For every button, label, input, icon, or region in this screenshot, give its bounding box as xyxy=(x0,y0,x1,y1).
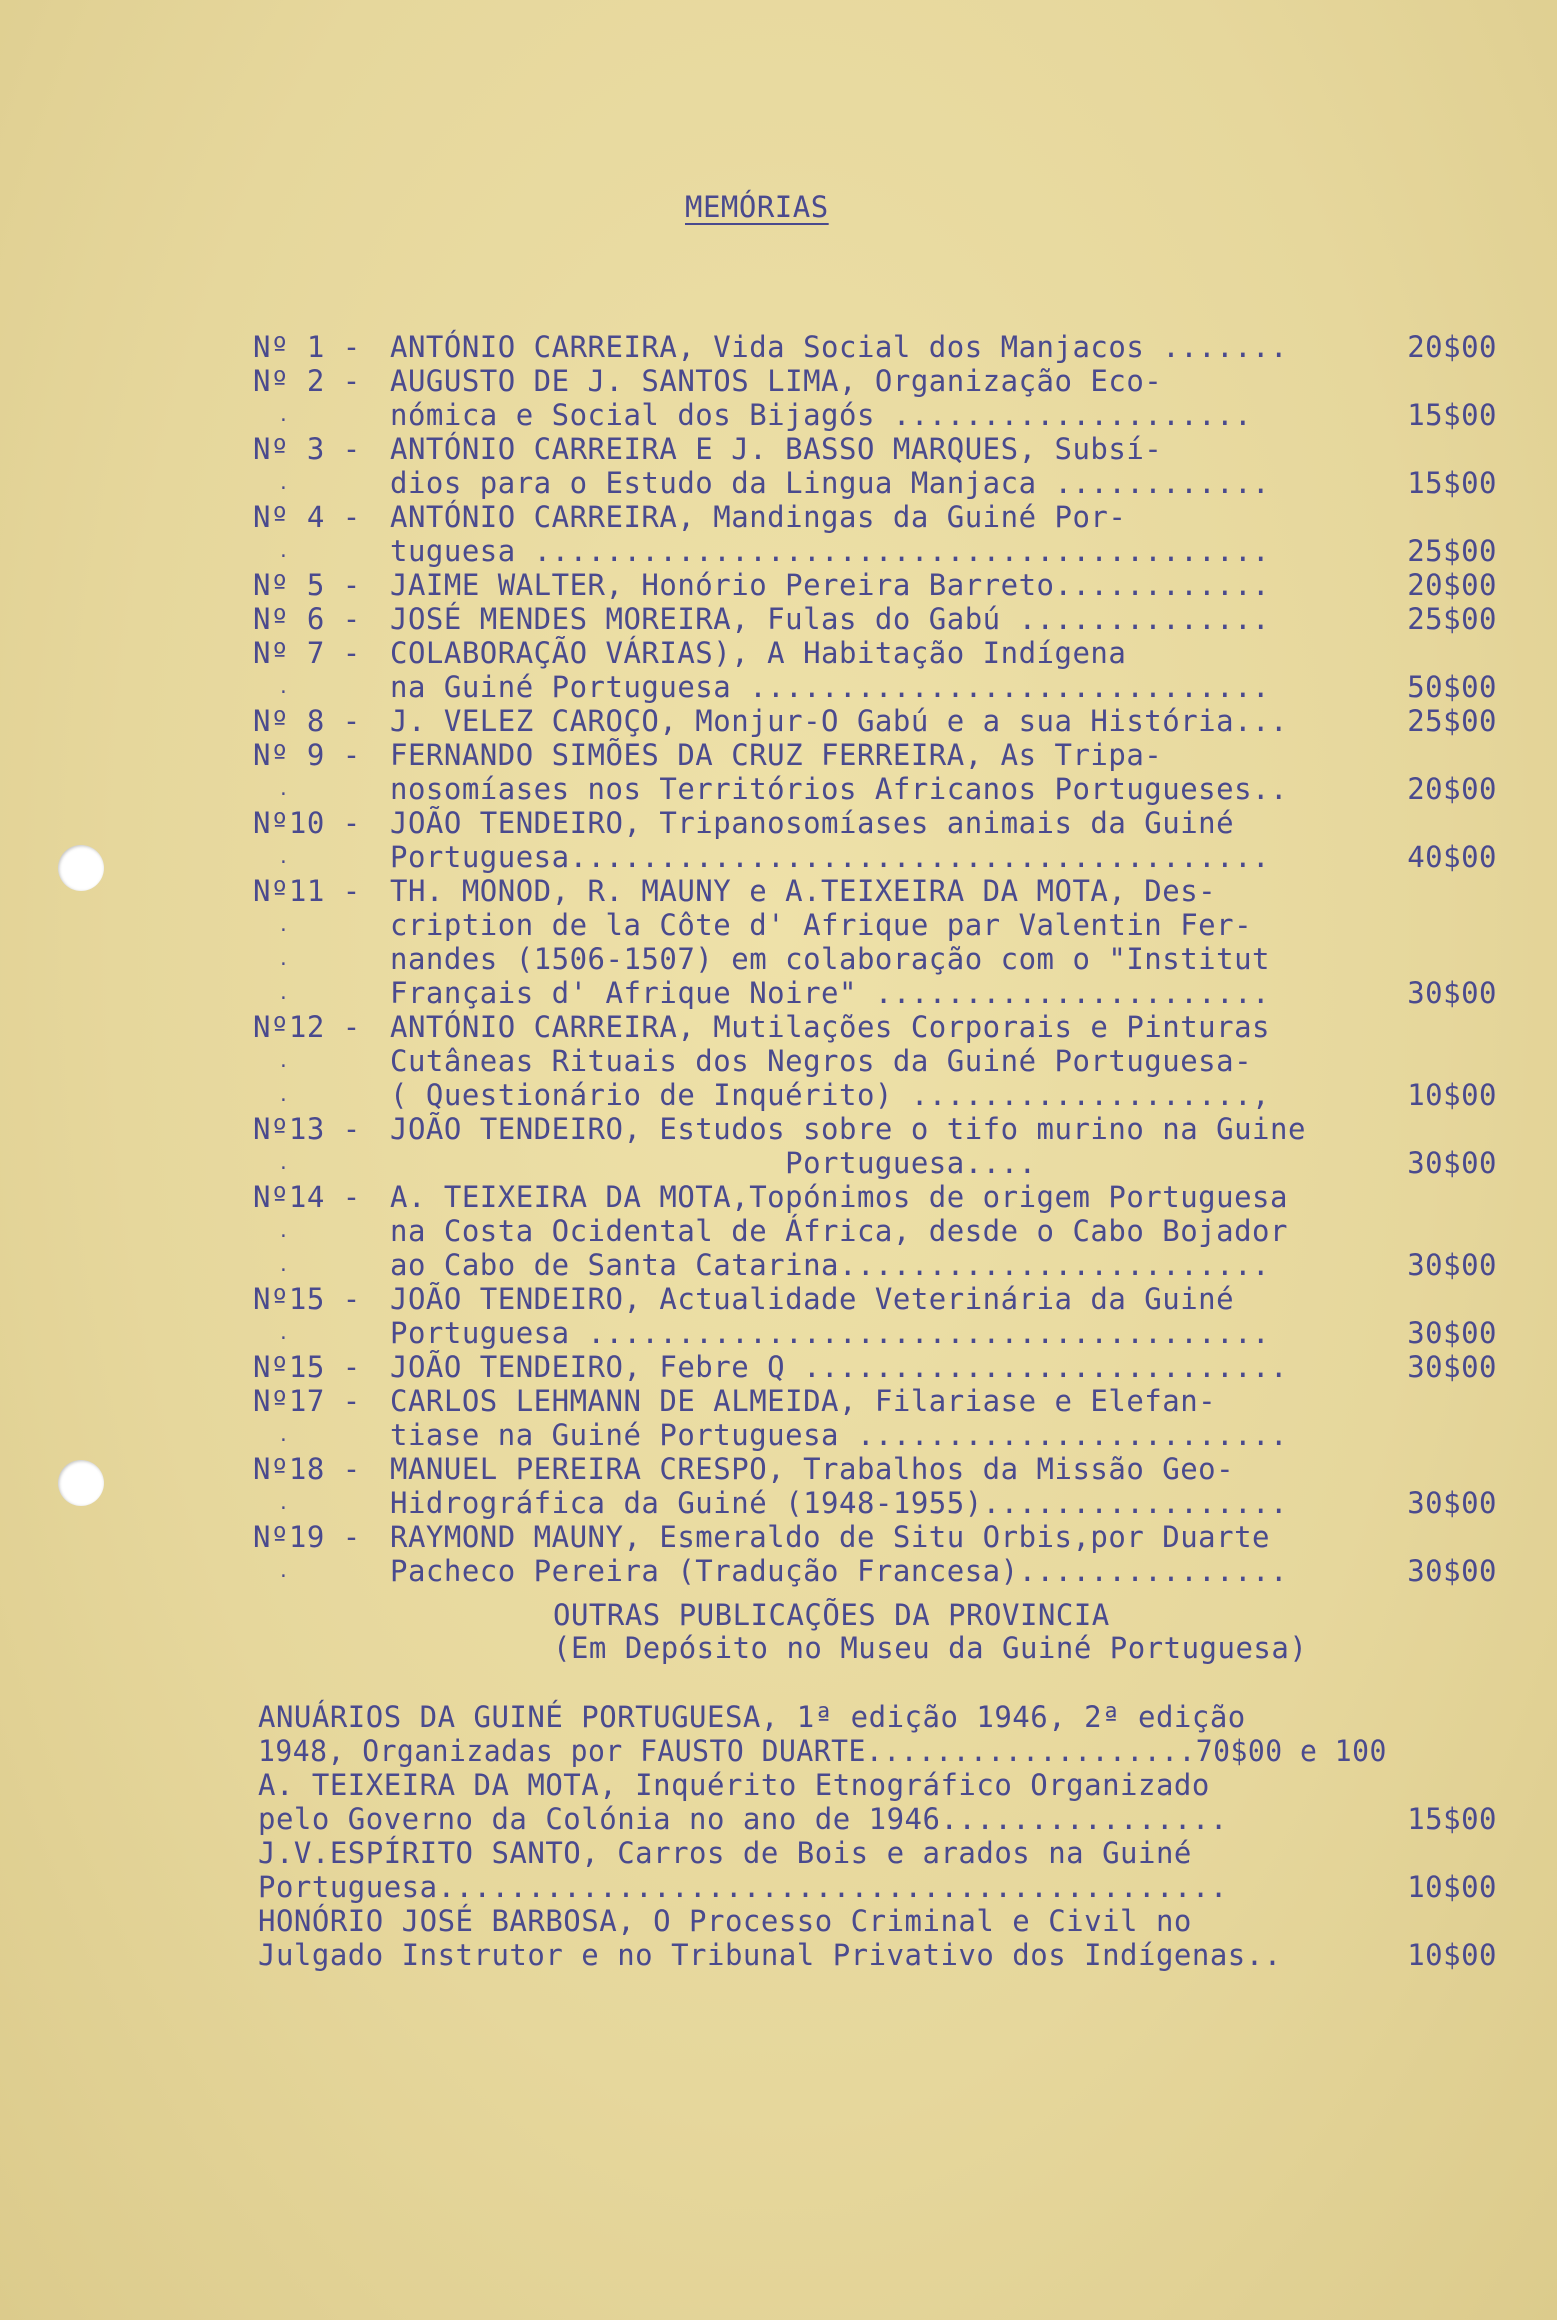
entry-continuation-line: nómica e Social dos Bijagós .................... xyxy=(390,398,1253,432)
entry-continuation-line: Hidrográfica da Guiné (1948-1955)................. xyxy=(390,1486,1288,1520)
entry-price: 25$00 xyxy=(1407,534,1497,568)
entry-title-line: J. VELEZ CAROÇO, Monjur-O Gabú e a sua História... xyxy=(390,704,1288,738)
entry-continuation-line: ( Questionário de Inquérito) ..................., xyxy=(390,1078,1271,1112)
other-publication-line: HONÓRIO JOSÉ BARBOSA, O Processo Criminal e Civil no xyxy=(258,1904,1192,1938)
other-publication-line: J.V.ESPÍRITO SANTO, Carros de Bois e arados na Guiné xyxy=(258,1836,1192,1870)
entry-price: 30$00 xyxy=(1407,976,1497,1010)
entry-number: Nº15 - xyxy=(253,1282,361,1316)
entry-number: Nº10 - xyxy=(253,806,361,840)
other-publication-price: 15$00 xyxy=(1407,1802,1497,1836)
entry-title-line: MANUEL PEREIRA CRESPO, Trabalhos da Missão Geo- xyxy=(390,1452,1235,1486)
ditto-mark: · xyxy=(278,1158,290,1179)
other-publication-price: 10$00 xyxy=(1407,1938,1497,1972)
entry-title-line: JOÃO TENDEIRO, Estudos sobre o tifo murino na Guine xyxy=(390,1112,1306,1146)
entry-price: 30$00 xyxy=(1407,1554,1497,1588)
ditto-mark: · xyxy=(278,1328,290,1349)
ditto-mark: · xyxy=(278,478,290,499)
entry-number: Nº12 - xyxy=(253,1010,361,1044)
entry-number: Nº 9 - xyxy=(253,738,361,772)
entry-price: 15$00 xyxy=(1407,466,1497,500)
entry-title-line: JOÃO TENDEIRO, Tripanosomíases animais da Guiné xyxy=(390,806,1235,840)
entry-continuation-line: Portuguesa....................................... xyxy=(390,840,1271,874)
entry-price: 30$00 xyxy=(1407,1248,1497,1282)
other-publication-line: pelo Governo da Colónia no ano de 1946................ xyxy=(258,1802,1228,1836)
entry-continuation-line: nosomíases nos Territórios Africanos Portugueses.. xyxy=(390,772,1288,806)
ditto-mark: · xyxy=(278,954,290,975)
entry-title-line: COLABORAÇÃO VÁRIAS), A Habitação Indígena xyxy=(390,636,1127,670)
entry-continuation-line: cription de la Côte d' Afrique par Valentin Fer- xyxy=(390,908,1253,942)
ditto-mark: · xyxy=(278,1498,290,1519)
ditto-mark: · xyxy=(278,1260,290,1281)
entry-continuation-line: na Guiné Portuguesa ............................. xyxy=(390,670,1271,704)
ditto-mark: · xyxy=(278,682,290,703)
entry-title-line: ANTÓNIO CARREIRA, Mutilações Corporais e Pinturas xyxy=(390,1010,1271,1044)
entry-title-line: RAYMOND MAUNY, Esmeraldo de Situ Orbis,por Duarte xyxy=(390,1520,1271,1554)
entry-title-line: CARLOS LEHMANN DE ALMEIDA, Filariase e Elefan- xyxy=(390,1384,1217,1418)
other-publication-line: 1948, Organizadas por FAUSTO DUARTE...................70$00 e 100 xyxy=(258,1734,1387,1768)
other-publications-subheading: (Em Depósito no Museu da Guiné Portuguesa) xyxy=(553,1631,1308,1665)
entry-price: 20$00 xyxy=(1407,568,1497,602)
entry-price: 20$00 xyxy=(1407,772,1497,806)
other-publication-line: Portuguesa............................................ xyxy=(258,1870,1228,1904)
entry-number: Nº15 - xyxy=(253,1350,361,1384)
punch-hole-top xyxy=(58,845,104,891)
entry-price: 15$00 xyxy=(1407,398,1497,432)
entry-price: 25$00 xyxy=(1407,704,1497,738)
entry-price: 20$00 xyxy=(1407,330,1497,364)
entry-continuation-line: Portuguesa.... xyxy=(390,1146,1037,1180)
entry-number: Nº 2 - xyxy=(253,364,361,398)
entry-price: 10$00 xyxy=(1407,1078,1497,1112)
entry-title-line: ANTÓNIO CARREIRA, Mandingas da Guiné Por- xyxy=(390,500,1127,534)
other-publication-line: ANUÁRIOS DA GUINÉ PORTUGUESA, 1ª edição 1946, 2ª edição xyxy=(258,1700,1246,1734)
entry-number: Nº 6 - xyxy=(253,602,361,636)
entry-number: Nº14 - xyxy=(253,1180,361,1214)
ditto-mark: · xyxy=(278,410,290,431)
entry-title-line: A. TEIXEIRA DA MOTA,Topónimos de origem Portuguesa xyxy=(390,1180,1288,1214)
entry-continuation-line: Français d' Afrique Noire" ...................... xyxy=(390,976,1271,1010)
entry-title-line: JOÃO TENDEIRO, Febre Q ........................... xyxy=(390,1350,1288,1384)
punch-hole-bottom xyxy=(58,1460,104,1506)
entry-title-line: JOSÉ MENDES MOREIRA, Fulas do Gabú .............. xyxy=(390,602,1271,636)
other-publications-heading: OUTRAS PUBLICAÇÕES DA PROVINCIA xyxy=(553,1598,1110,1632)
entry-price: 25$00 xyxy=(1407,602,1497,636)
entry-price: 30$00 xyxy=(1407,1316,1497,1350)
ditto-mark: · xyxy=(278,1090,290,1111)
entry-number: Nº 5 - xyxy=(253,568,361,602)
entry-title-line: FERNANDO SIMÕES DA CRUZ FERREIRA, As Tripa- xyxy=(390,738,1163,772)
entry-number: Nº11 - xyxy=(253,874,361,908)
entry-title-line: JAIME WALTER, Honório Pereira Barreto............ xyxy=(390,568,1271,602)
entry-number: Nº 1 - xyxy=(253,330,361,364)
entry-price: 30$00 xyxy=(1407,1486,1497,1520)
entry-number: Nº17 - xyxy=(253,1384,361,1418)
entry-title-line: ANTÓNIO CARREIRA E J. BASSO MARQUES, Subsí- xyxy=(390,432,1163,466)
entry-continuation-line: ao Cabo de Santa Catarina........................ xyxy=(390,1248,1271,1282)
entry-continuation-line: tiase na Guiné Portuguesa ........................ xyxy=(390,1418,1288,1452)
entry-title-line: TH. MONOD, R. MAUNY e A.TEIXEIRA DA MOTA, Des- xyxy=(390,874,1217,908)
entry-number: Nº 3 - xyxy=(253,432,361,466)
ditto-mark: · xyxy=(278,1566,290,1587)
page-title: MEMÓRIAS xyxy=(685,190,829,224)
ditto-mark: · xyxy=(278,920,290,941)
entry-continuation-line: dios para o Estudo da Lingua Manjaca ............ xyxy=(390,466,1271,500)
entry-price: 40$00 xyxy=(1407,840,1497,874)
entry-continuation-line: na Costa Ocidental de África, desde o Cabo Bojador xyxy=(390,1214,1288,1248)
entry-number: Nº19 - xyxy=(253,1520,361,1554)
ditto-mark: · xyxy=(278,784,290,805)
entry-continuation-line: nandes (1506-1507) em colaboração com o "Institut xyxy=(390,942,1271,976)
entry-price: 30$00 xyxy=(1407,1350,1497,1384)
entry-title-line: AUGUSTO DE J. SANTOS LIMA, Organização Eco- xyxy=(390,364,1163,398)
entry-title-line: ANTÓNIO CARREIRA, Vida Social dos Manjacos ....... xyxy=(390,330,1288,364)
ditto-mark: · xyxy=(278,1056,290,1077)
ditto-mark: · xyxy=(278,546,290,567)
entry-price: 50$00 xyxy=(1407,670,1497,704)
entry-title-line: JOÃO TENDEIRO, Actualidade Veterinária da Guiné xyxy=(390,1282,1235,1316)
entry-number: Nº18 - xyxy=(253,1452,361,1486)
other-publication-line: Julgado Instrutor e no Tribunal Privativo dos Indígenas.. xyxy=(258,1938,1282,1972)
entry-price: 30$00 xyxy=(1407,1146,1497,1180)
entry-number: Nº 4 - xyxy=(253,500,361,534)
entry-continuation-line: Portuguesa ...................................... xyxy=(390,1316,1271,1350)
ditto-mark: · xyxy=(278,1430,290,1451)
other-publication-price: 10$00 xyxy=(1407,1870,1497,1904)
entry-number: Nº13 - xyxy=(253,1112,361,1146)
ditto-mark: · xyxy=(278,852,290,873)
entry-number: Nº 7 - xyxy=(253,636,361,670)
entry-number: Nº 8 - xyxy=(253,704,361,738)
ditto-mark: · xyxy=(278,1226,290,1247)
ditto-mark: · xyxy=(278,988,290,1009)
entry-continuation-line: Cutâneas Rituais dos Negros da Guiné Portuguesa- xyxy=(390,1044,1253,1078)
other-publication-line: A. TEIXEIRA DA MOTA, Inquérito Etnográfico Organizado xyxy=(258,1768,1210,1802)
entry-continuation-line: Pacheco Pereira (Tradução Francesa)............... xyxy=(390,1554,1288,1588)
entry-continuation-line: tuguesa ......................................... xyxy=(390,534,1271,568)
